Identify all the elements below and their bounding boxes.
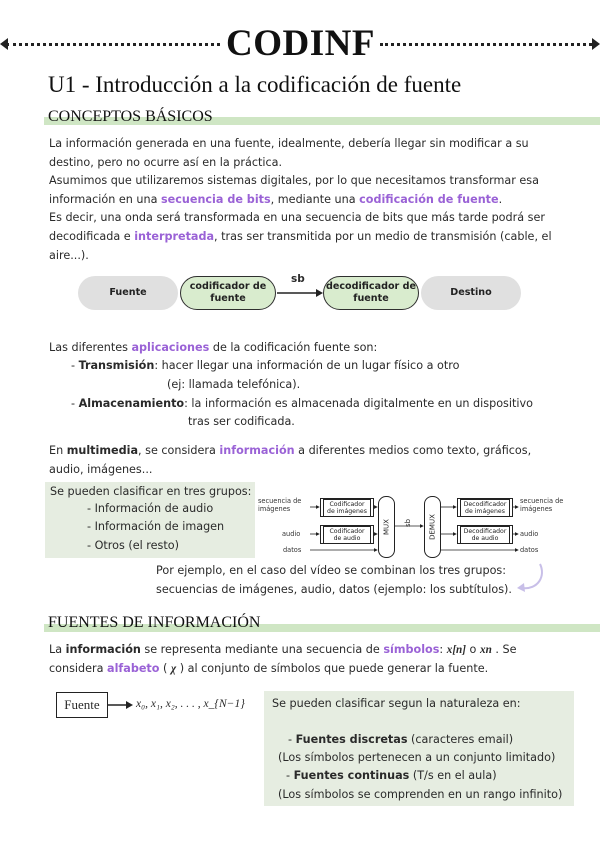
apps-text-a: Las diferentes [49, 341, 132, 354]
flow-fuente [78, 276, 178, 310]
math-xn: xn [479, 644, 492, 656]
continuas-note: (Los símbolos se comprenden en un rango infinito) [278, 788, 563, 801]
group-item-imagen: - Información de imagen [87, 520, 225, 533]
p2-text-b: , mediante una [270, 192, 360, 206]
paragraph-intro [49, 135, 554, 265]
unit-title: U1 - Introducción a la codificación de fuente [48, 72, 462, 97]
flow-destino [421, 276, 521, 310]
classify-continuas: - Fuentes continuas (T/s en el aula) [286, 769, 497, 782]
highlight-codificacion-fuente: codificación de fuente [359, 192, 499, 206]
flow-decodificador [323, 276, 419, 310]
demux-label: DEMUX [428, 514, 437, 540]
transmision-label: Transmisión [78, 359, 155, 372]
multimedia-paragraph [49, 442, 539, 479]
header-right-arrow-icon [592, 38, 600, 50]
l1-bold-informacion: información [65, 643, 141, 656]
mux-cod-audio-label: Codificador de audio [323, 526, 371, 544]
curved-arrow-icon [512, 560, 548, 594]
video-note: Por ejemplo, en el caso del vídeo se combinan los tres grupos: secuencias de imágenes, audio, datos (ejemplo: los subtítulos). [156, 564, 512, 596]
l1-text-a: La [49, 643, 66, 656]
math-chi: χ [170, 662, 177, 675]
highlight-aplicaciones: aplicaciones [131, 341, 210, 354]
apps-intro [49, 339, 569, 358]
highlight-informacion: información [219, 444, 295, 457]
app-almacenamiento: - Almacenamiento: la información es almacenada digitalmente en un dispositivo [71, 397, 533, 410]
l1-text-e: o [466, 643, 480, 656]
l2-text-b: ( [159, 661, 171, 675]
source-arrow [108, 698, 134, 712]
math-xn-bracket: x[n] [446, 644, 466, 656]
source-box: Fuente [56, 692, 108, 718]
highlight-interpretada: interpretada [134, 229, 215, 243]
flow-destino-label: Destino [450, 287, 492, 298]
continuas-text: (T/s en el aula) [409, 769, 497, 782]
l1-text-c: se representa mediante una secuencia de [140, 643, 384, 656]
almacenamiento-text: : la información es almacenada digitalmente en un dispositivo [184, 397, 533, 410]
groups-title: Se pueden clasificar en tres grupos: [50, 485, 252, 498]
mux-sb-label: sb [404, 518, 412, 528]
p2-text-c: . [498, 192, 503, 206]
mux-cod-video-label: Codificador de imágenes [323, 499, 371, 517]
symbol-sequence: x₀, x₁, x₂, . . . , x_{N−1} [136, 698, 245, 710]
mm-bold-multimedia: multimedia [66, 444, 138, 457]
discretas-text: (caracteres email) [407, 733, 514, 746]
group-item-audio: - Información de audio [87, 502, 214, 515]
info-paragraph [49, 641, 569, 678]
flow-codificador-label: codificador de fuente [189, 281, 267, 304]
mux-arrows [300, 495, 525, 560]
mux-in-data: datos [283, 546, 302, 554]
almacenamiento-text2: tras ser codificada. [188, 415, 295, 428]
classify-discretas: - Fuentes discretas (caracteres email) [288, 733, 514, 746]
p3-text-a: Es decir, una onda será transformada en una secuencia de bits que más tarde podrá ser decodificada e [49, 211, 545, 243]
mux-dec-audio-label: Decodificador de audio [460, 526, 510, 544]
mux-in-video: secuencia de imágenes [258, 497, 302, 513]
l2-text-a: considera [49, 661, 108, 675]
p2-text-a: Asumimos que utilizaremos sistemas digitales, por lo que necesitamos transformar esa información en una [49, 174, 539, 206]
p3-text-b: , tras ser transmitida por un medio de transmisión (cable, el aire...). [49, 229, 552, 262]
discretas-note: (Los símbolos pertenecen a un conjunto limitado) [278, 751, 556, 764]
flow-fuente-label: Fuente [109, 287, 147, 298]
header-left-arrow-icon [0, 38, 8, 50]
header-left-dots [6, 43, 220, 46]
l1-text-f: . Se [491, 643, 517, 656]
mux-out-audio: audio [520, 530, 539, 538]
section-title-fuentes: FUENTES DE INFORMACIÓN [48, 614, 261, 631]
mux-out-data: datos [520, 546, 539, 554]
l2-text-c: ) al conjunto de símbolos que puede generar la fuente. [176, 661, 489, 675]
classify-title: Se pueden clasificar segun la naturaleza en: [272, 697, 521, 710]
header-right-dots [380, 43, 592, 46]
intro-text: La información generada en una fuente, idealmente, debería llegar sin modificar a su destino, pero no ocurre así en la práctica. [49, 137, 529, 169]
highlight-secuencia-bits: secuencia de bits [161, 192, 271, 206]
flow-sb-label: sb [291, 273, 305, 285]
l1-text-d: : [439, 643, 447, 656]
section-title-conceptos: CONCEPTOS BÁSICOS [48, 108, 213, 125]
discretas-label: Fuentes discretas [295, 733, 408, 746]
continuas-label: Fuentes continuas [293, 769, 410, 782]
highlight-alfabeto: alfabeto [107, 661, 160, 675]
app-transmision: - Transmisión: hacer llegar una información de un lugar físico a otro [71, 359, 460, 372]
mux-out-video: secuencia de imágenes [520, 497, 564, 513]
mux-label: MUX [382, 519, 391, 535]
page-title: CODINF [226, 23, 375, 64]
transmision-text: : hacer llegar una información de un lugar físico a otro [154, 359, 460, 372]
almacenamiento-label: Almacenamiento [78, 397, 185, 410]
transmision-example: (ej: llamada telefónica). [167, 378, 301, 391]
flow-arrow [276, 284, 324, 304]
mux-dec-video-label: Decodificador de imágenes [460, 499, 510, 517]
apps-text-b: de la codificación fuente son: [209, 341, 378, 354]
flow-decodificador-label: decodificador de fuente [326, 281, 416, 304]
mm-text-a: En [49, 444, 67, 457]
mm-text-c: , se considera [138, 444, 220, 457]
flow-codificador [180, 276, 276, 310]
mm-text-d: a diferentes medios como texto, gráficos, audio, imágenes... [49, 444, 532, 476]
mux-in-audio: audio [282, 530, 301, 538]
highlight-simbolos: símbolos [383, 643, 440, 656]
group-item-otros: - Otros (el resto) [87, 539, 179, 552]
